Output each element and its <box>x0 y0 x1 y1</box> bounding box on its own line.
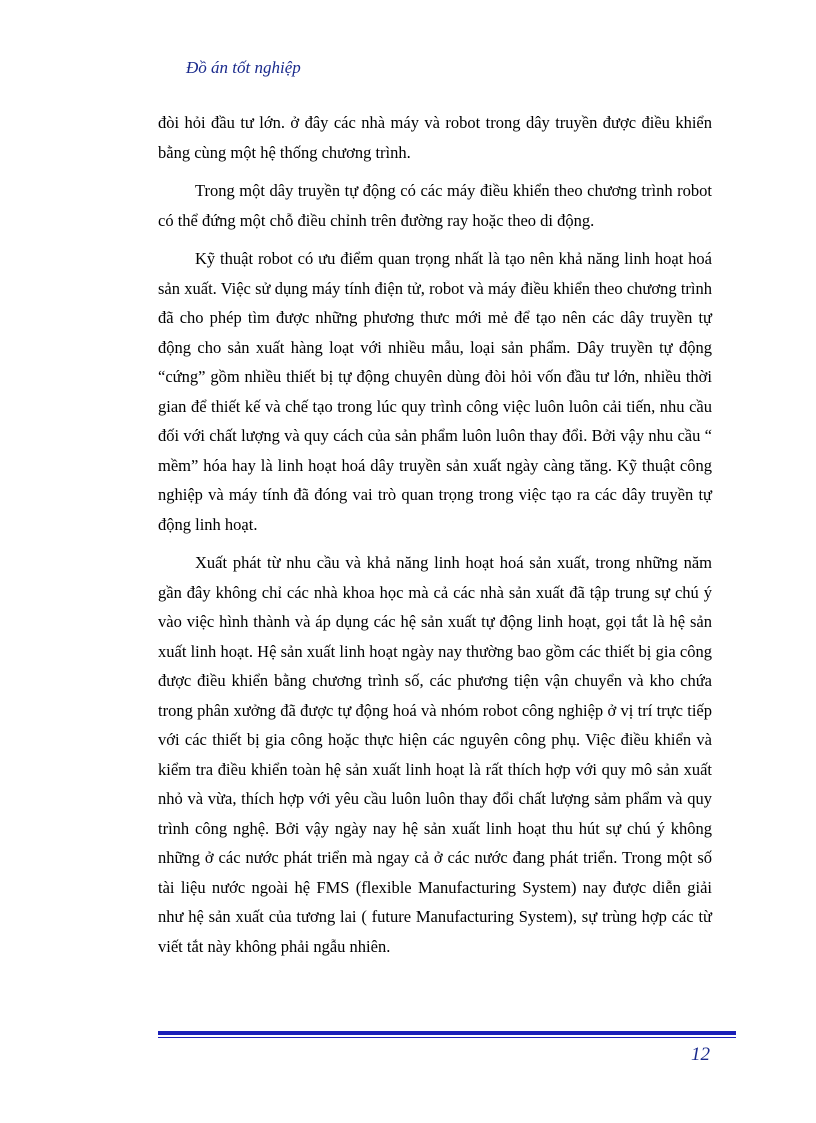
paragraph-flexible-manufacturing: Xuất phát từ nhu cầu và khả năng linh hoạt hoá sản xuất, trong những năm gần đây không chỉ các nhà khoa học mà cả các nhà sản xuất đã tập trung sự chú ý vào việc hình thành và áp dụng các hệ sản xuất tự động linh hoạt, gọi tắt là hệ sản xuất linh hoạt. Hệ sản xuất linh hoạt ngày nay thường bao gồm các thiết bị gia công được điều khiển bằng chương trình số, các phương tiện vận chuyển và kho chứa trong phân xưởng đã được tự động hoá và nhóm robot công nghiệp ở vị trí trực tiếp với các thiết bị gia công hoặc thực hiện các nguyên công phụ. Việc điều khiển và kiểm tra điều khiển toàn hệ sản xuất linh hoạt là rất thích hợp với quy mô sản xuất nhỏ và vừa, thích hợp với yêu cầu luôn luôn thay đổi chất lượng sảm phẩm và quy trình công nghệ. Bởi vậy ngày nay hệ sản xuất linh hoạt thu hút sự chú ý không những ở các nước phát triển mà ngay cả ở các nước đang phát triển. Trong một số tài liệu nước ngoài hệ FMS (flexible Manufacturing System) nay được diễn giải như hệ sản xuất của tương lai ( future Manufacturing System), sự trùng hợp các từ viết tắt này không phải ngẫu nhiên. <box>158 553 712 956</box>
footer-rule-thin <box>158 1037 736 1038</box>
page-number: 12 <box>691 1044 710 1065</box>
paragraph-continuation: đòi hỏi đầu tư lớn. ở đây các nhà máy và robot trong dây truyền được điều khiển bằng cùng một hệ thống chương trình. <box>158 113 712 162</box>
footer-rule-thick <box>158 1031 736 1035</box>
document-body <box>158 108 712 970</box>
page-header-title: Đồ án tốt nghiệp <box>186 58 301 77</box>
paragraph-robot-flexibility: Kỹ thuật robot có ưu điểm quan trọng nhất là tạo nên khả năng linh hoạt hoá sản xuất. Việc sử dụng máy tính điện tử, robot và máy điều khiển theo chương trình đã cho phép tìm được những phương thưc mới mẻ để tạo nên các dây truyền tự động cho sản xuất hàng loạt với nhiều mẫu, loại sản phẩm. Dây truyền tự động “cứng” gồm nhiều thiết bị tự động chuyên dùng đòi hỏi vốn đầu tư lớn, nhiều thời gian để thiết kế và chế tạo trong lúc quy trình công việc luôn luôn cải tiến, nhu cầu đối với chất lượng và quy cách của sản phẩm luôn luôn thay đổi. Bởi vậy nhu cầu “ mềm” hóa hay là linh hoạt hoá dây truyền sản xuất ngày càng tăng. Kỹ thuật công nghiệp và máy tính đã đóng vai trò quan trọng trong việc tạo ra các dây truyền tự động linh hoạt. <box>158 249 712 534</box>
paragraph-assembly-line: Trong một dây truyền tự động có các máy điều khiển theo chương trình robot có thể đứng một chỗ điều chỉnh trên đường ray hoặc theo di động. <box>158 181 712 230</box>
